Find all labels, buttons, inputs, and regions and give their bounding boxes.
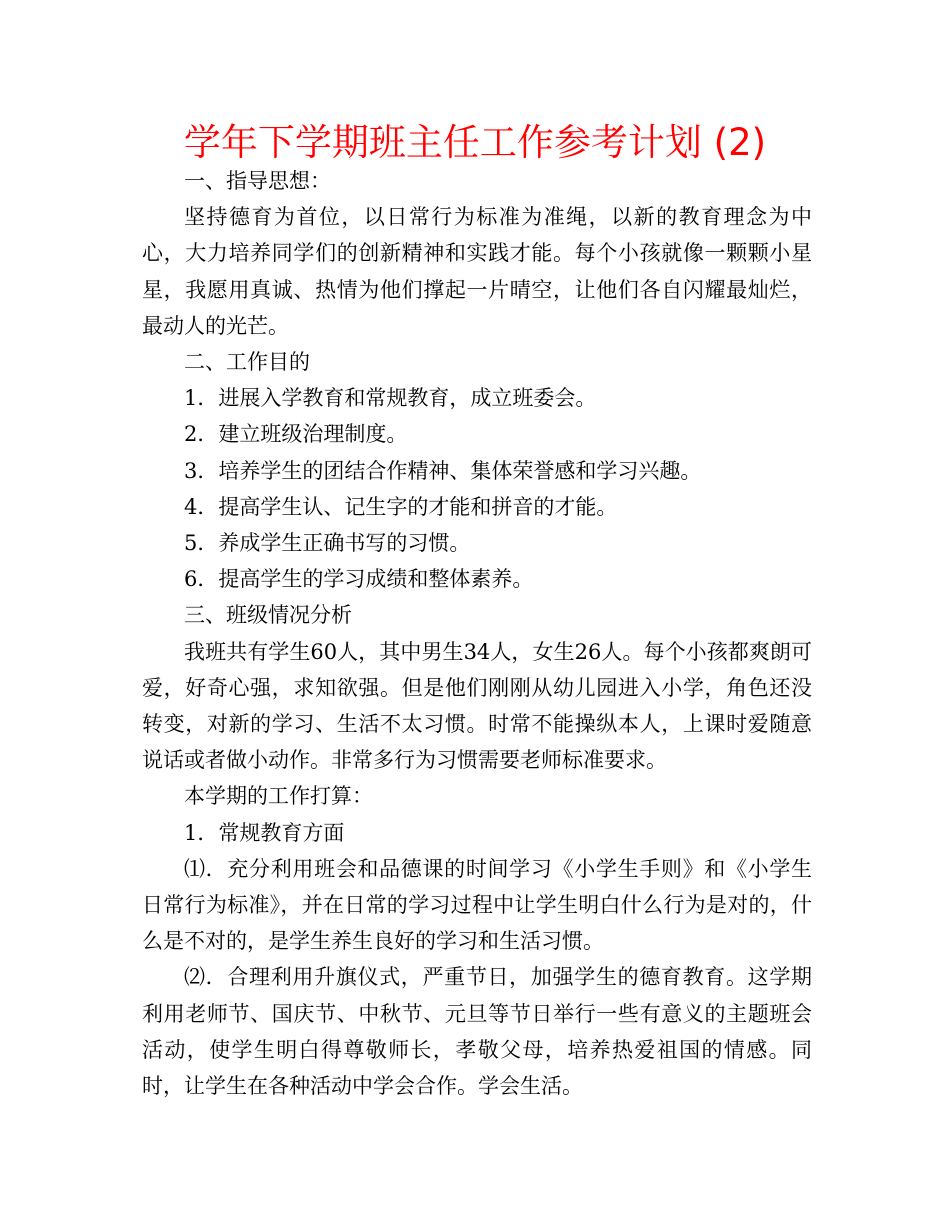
paragraph-guiding-ideology: 坚持德育为首位，以日常行为标准为准绳，以新的教育理念为中心，大力培养同学们的创新精神和实践才能。每个小孩就像一颗颗小星星，我愿用真诚、热情为他们撑起一片晴空，让他们各自闪耀最灿烂，最动人的光芒。 <box>142 205 812 338</box>
plan-item-2: ⑵．合理利用升旗仪式，严重节日，加强学生的德育教育。这学期利用老师节、国庆节、中秋节、元旦等节日举行一些有意义的主题班会活动，使学生明白得尊敬师长，孝敬父母，培养热爱祖国的情感。同时，让学生在各种活动中学会合作。学会生活。 <box>142 965 812 1099</box>
heading-guiding-ideology: 一、指导思想： <box>184 169 331 193</box>
heading-work-plan: 本学期的工作打算： <box>184 784 373 809</box>
goal-item-4: 4．提高学生认、记生字的才能和拼音的才能。 <box>184 494 618 519</box>
goal-item-2: 2．建立班级治理制度。 <box>184 422 408 447</box>
plan-item-1: ⑴．充分利用班会和品德课的时间学习《小学生手则》和《小学生日常行为标准》，并在日常的学习过程中让学生明白什么行为是对的，什么是不对的，是学生养生良好的学习和生活习惯。 <box>142 856 812 954</box>
goal-item-1: 1．进展入学教育和常规教育，成立班委会。 <box>184 386 597 411</box>
goal-item-5: 5．养成学生正确书写的习惯。 <box>184 531 471 556</box>
goal-item-6: 6．提高学生的学习成绩和整体素养。 <box>184 567 534 592</box>
plan-section-1: 1．常规教育方面 <box>184 820 345 845</box>
document-title: 学年下学期班主任工作参考计划 (2) <box>183 121 767 164</box>
paragraph-class-analysis: 我班共有学生60人，其中男生34人，女生26人。每个小孩都爽朗可爱，好奇心强，求知欲强。但是他们刚刚从幼儿园进入小学，角色还没转变，对新的学习、生活不太习惯。时常不能操纵本人，上课时爱随意说话或者做小动作。非常多行为习惯需要老师标准要求。 <box>142 639 812 773</box>
goal-item-3: 3．培养学生的团结合作精神、集体荣誉感和学习兴趣。 <box>184 458 702 483</box>
document-body <box>142 163 812 1104</box>
heading-class-analysis: 三、班级情况分析 <box>184 603 352 628</box>
heading-work-goals: 二、工作目的 <box>184 350 310 375</box>
